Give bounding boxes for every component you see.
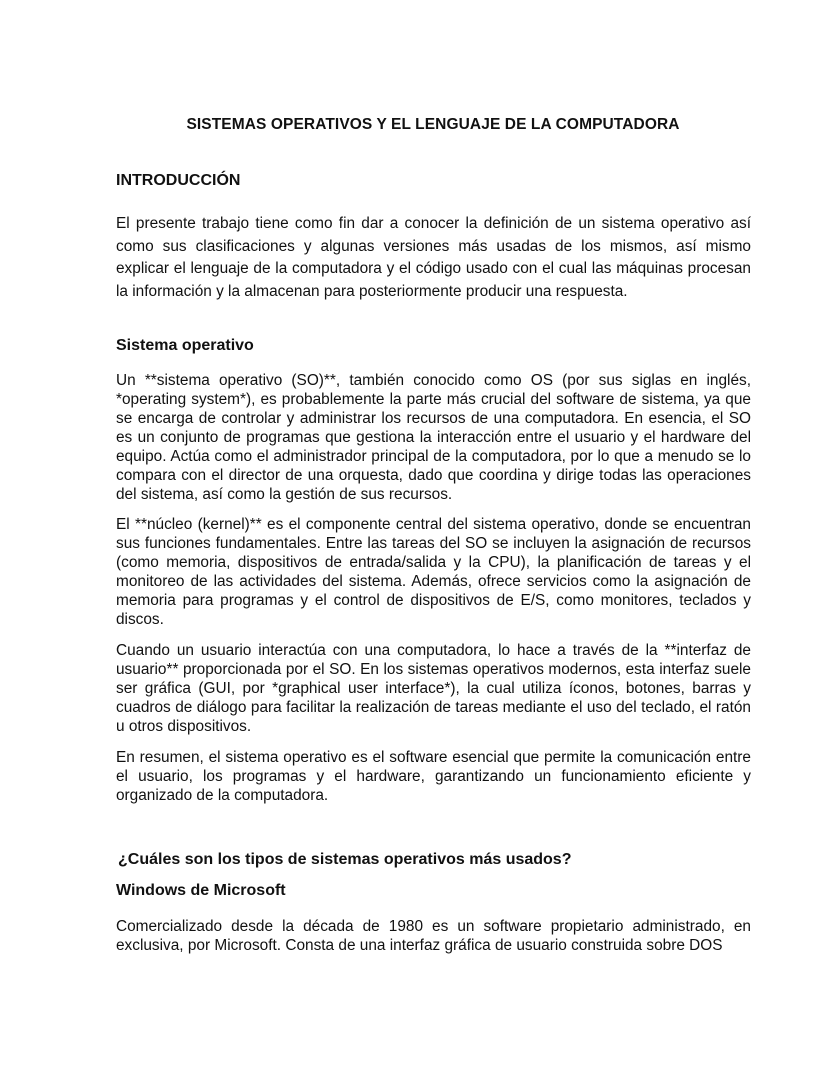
section-heading-introduccion: INTRODUCCIÓN	[116, 172, 241, 189]
document-title: SISTEMAS OPERATIVOS Y EL LENGUAJE DE LA COMPUTADORA	[186, 116, 680, 133]
sistema-operativo-paragraph-2: El **núcleo (kernel)** es el componente central del sistema operativo, donde se encuentran sus funciones fundamentales. Entre las tareas del SO se incluyen la asignación de recursos (como memoria, dispositivos de entrada/salida y la CPU), la planificación de tareas y el monitoreo de las actividades del sistema. Además, ofrece servicios como la asignación de memoria para programas y el control de dispositivos de E/S, como monitores, teclados y discos.	[116, 516, 751, 628]
section-heading-sistema-operativo: Sistema operativo	[116, 337, 254, 354]
intro-paragraph: El presente trabajo tiene como fin dar a conocer la definición de un sistema operativo así como sus clasificaciones y algunas versiones más usadas de los mismos, así mismo explicar el lenguaje de la computadora y el código usado con el cual las máquinas procesan la información y la almacenan para posteriormente producir una respuesta.	[116, 215, 751, 300]
windows-paragraph: Comercializado desde la década de 1980 es un software propietario administrado, en exclusiva, por Microsoft. Consta de una interfaz gráfica de usuario construida sobre DOS	[116, 918, 751, 954]
section-heading-tipos: ¿Cuáles son los tipos de sistemas operativos más usados?	[118, 851, 572, 868]
sistema-operativo-paragraph-1: Un **sistema operativo (SO)**, también conocido como OS (por sus siglas en inglés, *operating system*), es probablemente la parte más crucial del software de sistema, ya que se encarga de controlar y administrar los recursos de una computadora. En esencia, el SO es un conjunto de programas que gestiona la interacción entre el usuario y el hardware del equipo. Actúa como el administrador principal de la computadora, por lo que a menudo se lo compara con el director de una orquesta, dado que coordina y dirige todas las operaciones del sistema, así como la gestión de sus recursos.	[116, 372, 751, 503]
sistema-operativo-paragraph-4: En resumen, el sistema operativo es el software esencial que permite la comunicación entre el usuario, los programas y el hardware, garantizando un funcionamiento eficiente y organizado de la computadora.	[116, 749, 751, 804]
sistema-operativo-paragraph-3: Cuando un usuario interactúa con una computadora, lo hace a través de la **interfaz de usuario** proporcionada por el SO. En los sistemas operativos modernos, esta interfaz suele ser gráfica (GUI, por *graphical user interface*), la cual utiliza íconos, botones, barras y cuadros de diálogo para facilitar la realización de tareas mediante el uso del teclado, el ratón u otros dispositivos.	[116, 642, 751, 735]
subheading-windows: Windows de Microsoft	[116, 882, 286, 899]
